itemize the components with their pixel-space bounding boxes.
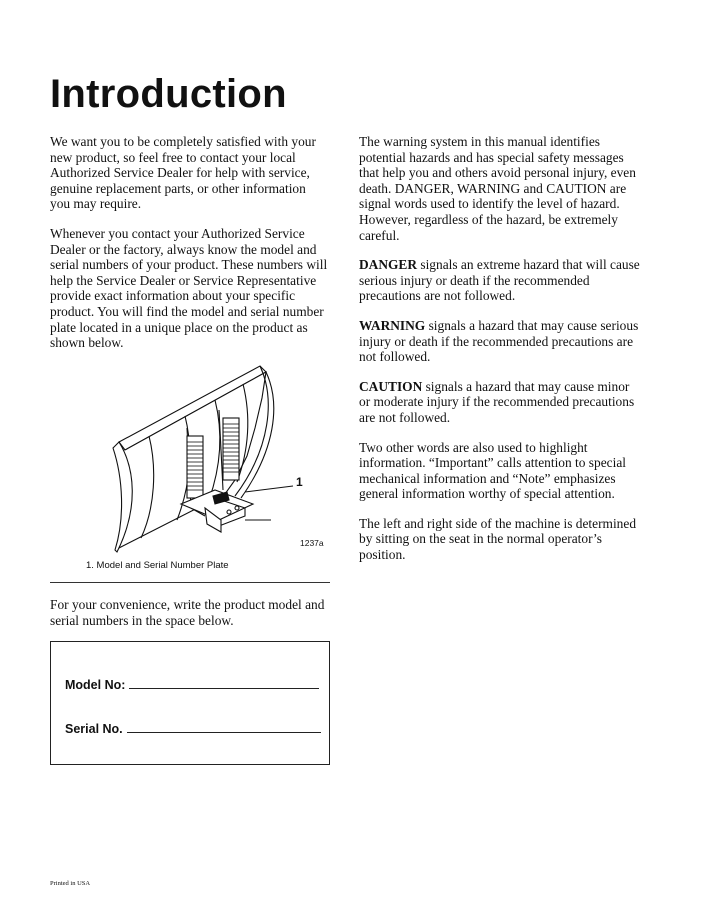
warning-description: signals a hazard that may cause serious injury or death if the recommended precautions are not followed. — [359, 317, 639, 365]
serial-number-field[interactable] — [65, 722, 321, 736]
model-number-label: Model No: — [65, 678, 126, 692]
page-title: Introduction — [50, 72, 287, 116]
danger-paragraph — [359, 257, 641, 304]
figure-code: 1237a — [300, 538, 324, 548]
danger-signal-word: DANGER — [359, 257, 418, 273]
caution-signal-word: CAUTION — [359, 378, 423, 394]
caution-paragraph — [359, 379, 641, 426]
model-serial-record-box — [50, 641, 330, 765]
serial-number-line[interactable] — [127, 731, 321, 733]
right-column — [359, 134, 641, 577]
printed-in-footer: Printed in USA — [50, 880, 91, 887]
model-serial-paragraph: Whenever you contact your Authorized Service Dealer or the factory, always know the model and serial numbers of your product. These numbers will help the Service Dealer or Service Representative provide exact information about your specific product. You will find the model and serial number plate located in a unique place on the product as shown below. — [50, 225, 328, 351]
figure-caption: 1. Model and Serial Number Plate — [86, 560, 229, 571]
important-note-paragraph: Two other words are also used to highlight information. “Important” calls attention to special mechanical information and “Note” emphasizes general information worthy of special attention. — [359, 439, 626, 502]
warning-paragraph — [359, 318, 641, 365]
model-number-field[interactable] — [65, 678, 319, 692]
left-right-paragraph: The left and right side of the machine is determined by sitting on the seat in the normal operator’s position. — [359, 515, 637, 563]
callout-number: 1 — [296, 475, 303, 489]
warning-signal-word: WARNING — [359, 317, 426, 333]
divider — [50, 582, 330, 583]
serial-number-label: Serial No. — [65, 722, 123, 736]
convenience-text: For your convenience, write the product model and serial numbers in the space below. — [50, 597, 325, 628]
caution-description: signals a hazard that may cause minor or moderate injury if the recommended precautions are not followed. — [359, 378, 635, 425]
snowplow-blade-illustration — [95, 358, 343, 558]
model-number-line[interactable] — [129, 687, 319, 689]
danger-description: signals an extreme hazard that will cause serious injury or death if the recommended precautions are not followed. — [359, 257, 640, 304]
warning-system-paragraph: The warning system in this manual identifies potential hazards and has special safety messages that help you and others avoid personal injury, even death. DANGER, WARNING and CAUTION are signal words used to identify the level of hazard. However, regardless of the hazard, be extremely careful. — [359, 134, 636, 243]
intro-paragraph: We want you to be completely satisfied with your new product, so feel free to contact your local Authorized Service Dealer for help with service, genuine replacement parts, or other information you may require. — [50, 134, 316, 212]
left-column — [50, 134, 328, 365]
